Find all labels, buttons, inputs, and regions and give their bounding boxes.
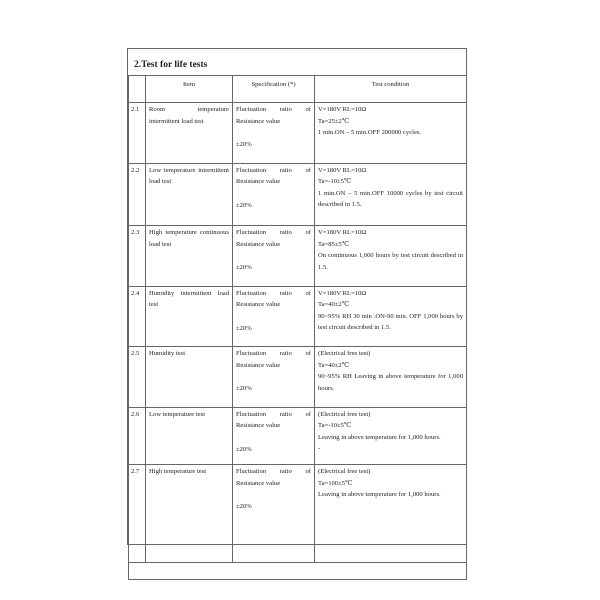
header-cond: Test condition	[315, 76, 467, 103]
section-title: 2.Test for life tests	[134, 60, 208, 70]
row-specification	[233, 465, 315, 563]
spec-text: Fluctuation ratio of Resistance value	[236, 350, 311, 369]
row-number: 2.6	[129, 407, 146, 464]
header-item: Item	[146, 76, 233, 103]
condition-line: 90~95% RH 30 min .ON-90 min. OFF 1,000 hours by test circuit described in 1.5.	[318, 312, 463, 332]
row-item: High temperature continuous load test	[146, 226, 233, 287]
table-row	[129, 347, 467, 408]
row-specification	[233, 286, 315, 347]
row-specification	[233, 226, 315, 287]
row-number: 2.5	[129, 347, 146, 408]
row-specification	[233, 103, 315, 164]
table-row	[129, 407, 467, 464]
row-item: Low temperature intermittent load test	[146, 163, 233, 226]
table-header-row	[129, 76, 467, 103]
condition-line: (Electrical free test)	[318, 468, 371, 476]
table-row	[129, 163, 467, 226]
spec-tolerance: ±20%	[236, 324, 252, 332]
condition-line: (Electrical free test)	[318, 350, 371, 358]
condition-line: Ta=85±5℃	[318, 240, 350, 248]
condition-line: 1 min.ON – 5 min.OFF 10000 cycles by test circuit described in 1.5.	[318, 189, 463, 209]
spec-text: Fluctuation ratio of Resistance value	[236, 410, 311, 430]
condition-line: -	[318, 445, 321, 453]
spec-text: Fluctuation ratio of Resistance value	[236, 166, 311, 186]
row-test-condition	[315, 407, 467, 464]
spec-tolerance: ±20%	[236, 201, 252, 209]
table-row	[129, 103, 467, 164]
header-no	[129, 76, 146, 103]
life-tests-table	[128, 75, 467, 580]
row-number: 2.3	[129, 226, 146, 287]
condition-line: V=180V RL=10Ω	[318, 229, 367, 237]
row-number: 2.2	[129, 163, 146, 226]
spec-tolerance: ±20%	[236, 141, 252, 148]
table-empty-row	[129, 563, 467, 580]
table-row	[129, 465, 467, 563]
row-test-condition	[315, 465, 467, 563]
condition-line: Ta=-10±5℃	[318, 422, 352, 430]
document-page	[127, 48, 467, 545]
row-number: 2.7	[129, 465, 146, 563]
row-test-condition	[315, 163, 467, 226]
condition-line: Leaving in above temperature for 1,000 hours.	[318, 433, 441, 441]
condition-line: Ta=40±2℃	[318, 361, 350, 369]
row-number: 2.1	[129, 103, 146, 164]
condition-line: Ta=40±2℃	[318, 301, 350, 309]
spec-text: Fluctuation ratio of Resistance value	[236, 468, 311, 487]
condition-line: On continuous 1,000 hours by test circuit described in 1.5.	[318, 252, 463, 271]
condition-line: Leaving in above temperature for 1,000 hours.	[318, 491, 441, 499]
row-specification	[233, 163, 315, 226]
row-test-condition	[315, 347, 467, 408]
condition-line: 90~95% RH Leaving in above temperature for 1,000 hours.	[318, 373, 463, 392]
row-number: 2.4	[129, 286, 146, 347]
table-row	[129, 286, 467, 347]
condition-line: (Electrical free test)	[318, 410, 371, 418]
row-item: Room temperature intermittent load test	[146, 103, 233, 164]
condition-line: Ta=-10±5℃	[318, 178, 352, 186]
row-specification	[233, 407, 315, 464]
row-item: High temperature test	[146, 465, 233, 563]
row-test-condition	[315, 103, 467, 164]
spec-text: Fluctuation ratio of Resistance value	[236, 229, 311, 248]
row-specification	[233, 347, 315, 408]
row-item: Low temperature test	[146, 407, 233, 464]
condition-line: V=180V RL=10Ω	[318, 166, 367, 174]
spec-tolerance: ±20%	[236, 445, 252, 453]
spec-text: Fluctuation ratio of Resistance value	[236, 289, 311, 309]
row-item: Humidity intermittent load test	[146, 286, 233, 347]
table-row	[129, 226, 467, 287]
condition-line: Ta=100±5℃	[318, 479, 353, 487]
row-test-condition	[315, 286, 467, 347]
condition-line: V=180V RL=10Ω	[318, 289, 367, 297]
empty-cell	[129, 563, 467, 580]
row-test-condition	[315, 226, 467, 287]
condition-line: V=180V RL=10Ω	[318, 106, 367, 113]
spec-text: Fluctuation ratio of Resistance value	[236, 106, 311, 125]
condition-line: 1 min.ON – 5 min.OFF 200000 cycles.	[318, 129, 422, 136]
header-spec: Specification (*)	[233, 76, 315, 103]
condition-line: Ta=25±2℃	[318, 117, 350, 125]
spec-tolerance: ±20%	[236, 264, 252, 272]
row-item: Humidity test	[146, 347, 233, 408]
spec-tolerance: ±20%	[236, 385, 252, 393]
spec-tolerance: ±20%	[236, 503, 252, 511]
